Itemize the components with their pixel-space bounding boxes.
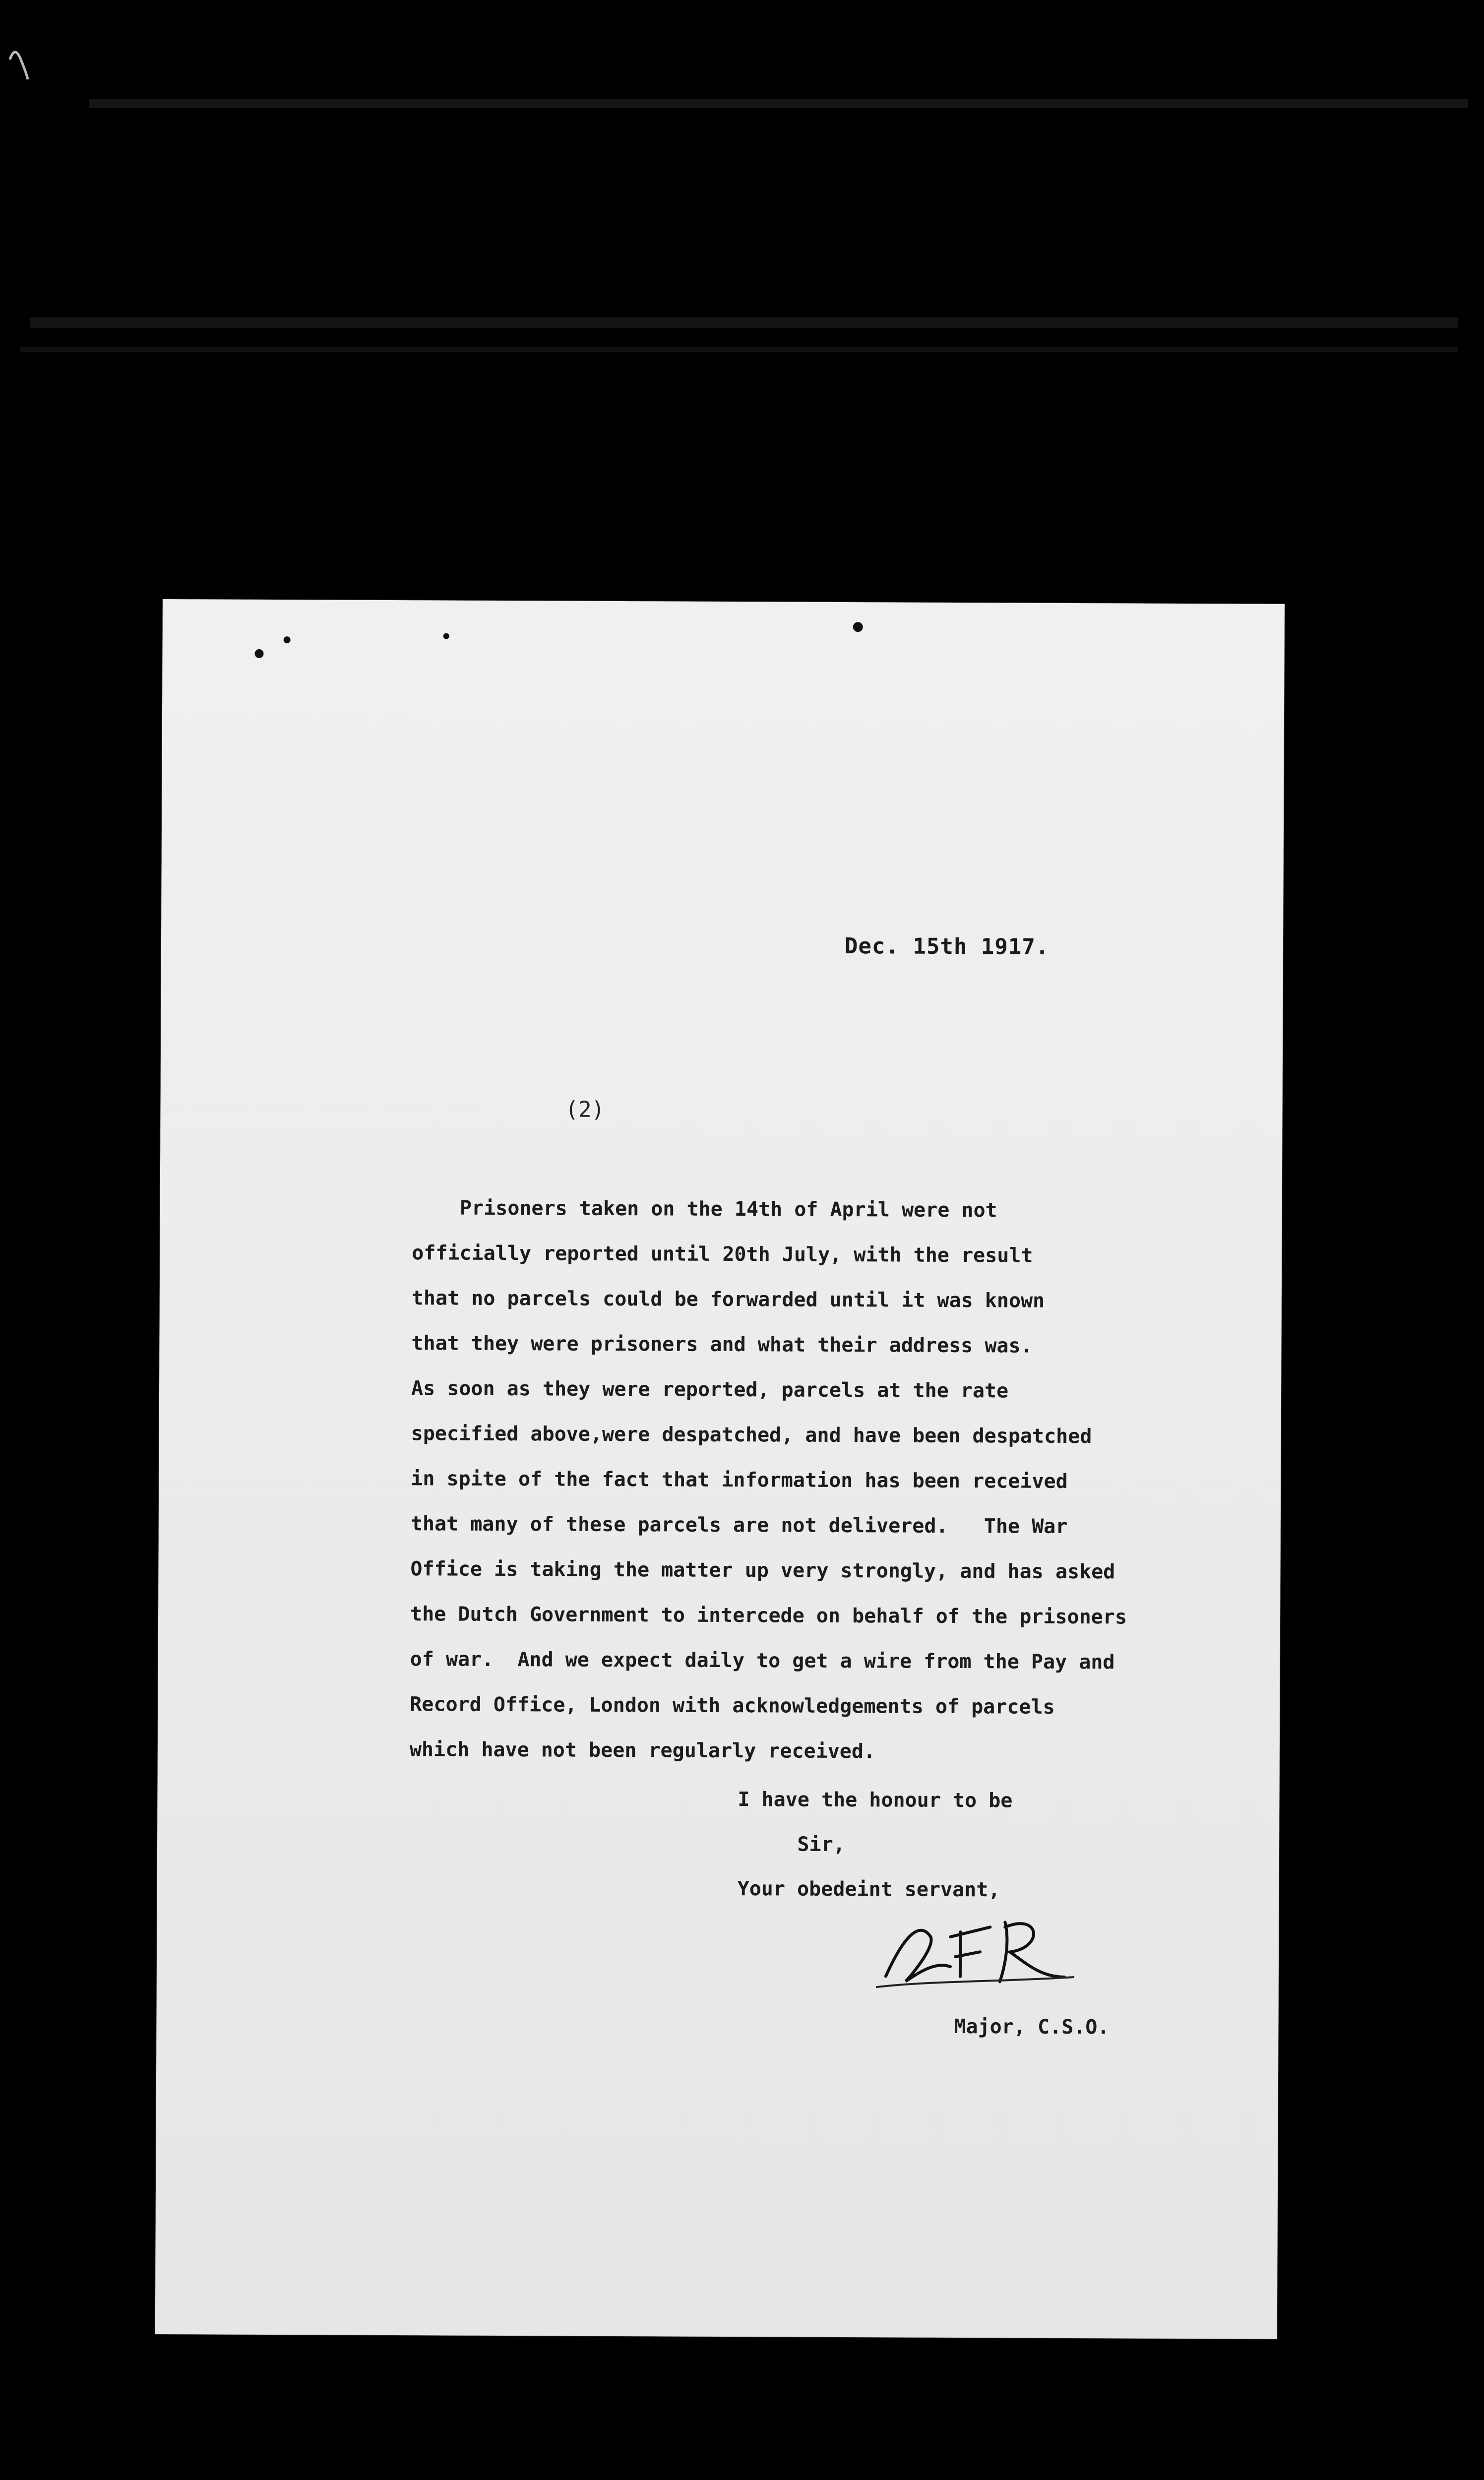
body-line: which have not been regularly received. — [409, 1738, 876, 1763]
letter-body — [410, 1185, 1255, 1776]
letter-closing — [737, 1777, 1012, 1912]
closing-line: Sir, — [737, 1833, 845, 1857]
body-line: Prisoners taken on the 14th of April were not — [412, 1196, 997, 1222]
closing-line: Your obedeint servant, — [737, 1877, 1000, 1902]
scan-noise — [0, 0, 1484, 546]
punch-hole — [853, 622, 863, 632]
body-line: the Dutch Government to intercede on behalf of the prisoners — [410, 1603, 1127, 1629]
letter-date: Dec. 15th 1917. — [844, 933, 1050, 960]
signatory-title: Major, C.S.O. — [954, 2015, 1110, 2039]
body-line: As soon as they were reported, parcels at the rate — [411, 1377, 1009, 1403]
body-line: specified above,were despatched, and have been despatched — [411, 1422, 1092, 1448]
letter-page — [155, 599, 1285, 2339]
page-number: (2) — [565, 1097, 605, 1122]
body-line: in spite of the fact that information has been received — [411, 1467, 1068, 1493]
punch-hole — [443, 633, 449, 639]
body-line: that no parcels could be forwarded until it was known — [411, 1287, 1045, 1312]
body-line: of war. And we expect daily to get a wire from the Pay and — [410, 1648, 1115, 1674]
punch-hole — [284, 636, 291, 643]
punch-hole — [254, 649, 263, 658]
handwritten-signature — [876, 1902, 1085, 2002]
body-line: that many of these parcels are not delivered. The War — [410, 1512, 1068, 1538]
closing-line: I have the honour to be — [738, 1788, 1013, 1812]
body-line: Office is taking the matter up very strongly, and has asked — [410, 1557, 1115, 1584]
body-line: that they were prisoners and what their address was. — [411, 1332, 1033, 1358]
body-line: officially reported until 20th July, with the result — [412, 1241, 1033, 1267]
body-line: Record Office, London with acknowledgements of parcels — [410, 1693, 1055, 1719]
